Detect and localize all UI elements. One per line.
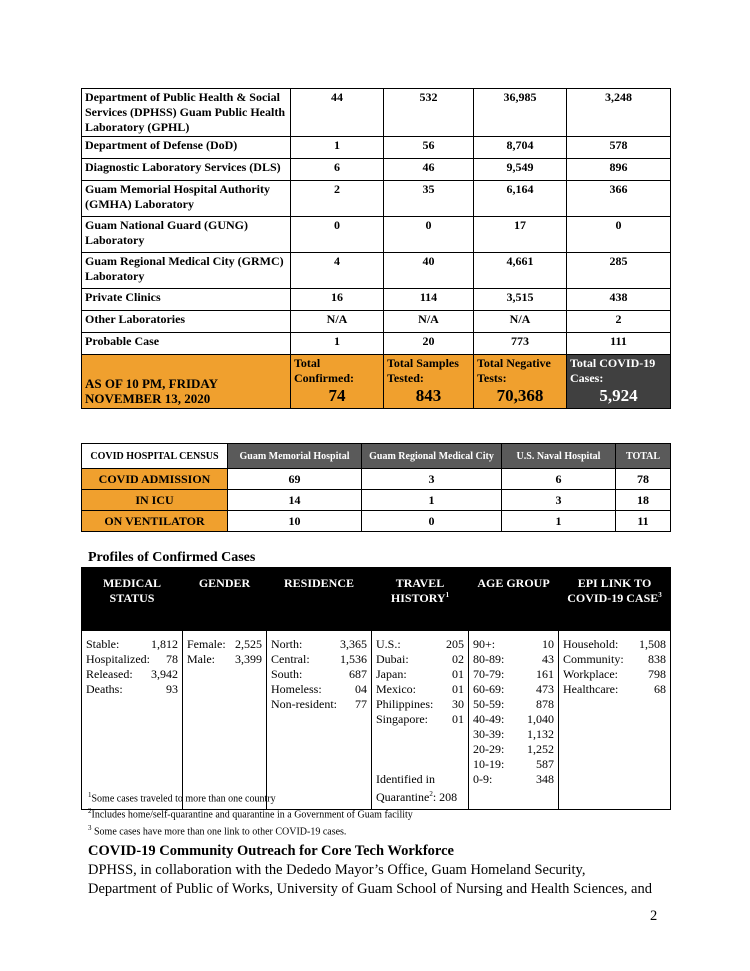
total-covid-value: 5,924 xyxy=(599,386,638,405)
profile-entry xyxy=(473,757,554,772)
profile-value: 205 xyxy=(446,637,464,651)
profile-value: 1,508 xyxy=(639,637,666,651)
profile-entry xyxy=(187,652,262,667)
lab-row xyxy=(82,253,671,289)
census-row xyxy=(82,490,671,511)
profile-key: Philippines: xyxy=(376,697,434,711)
covid-cell: 111 xyxy=(567,333,671,355)
gender-cell xyxy=(183,631,267,810)
covid-cell: 896 xyxy=(567,159,671,181)
profile-entry xyxy=(271,637,367,652)
profile-value: 1,132 xyxy=(527,727,554,741)
profile-key: North: xyxy=(271,637,303,651)
profile-key: Released: xyxy=(86,667,133,681)
census-total-cell: 11 xyxy=(616,511,671,532)
negative-cell: 8,704 xyxy=(474,137,567,159)
residence-cell xyxy=(267,631,372,810)
profile-key: Household: xyxy=(563,637,619,651)
profile-key: Male: xyxy=(187,652,215,666)
samples-cell: N/A xyxy=(384,311,474,333)
profile-entry xyxy=(563,652,666,667)
profile-entry xyxy=(376,682,464,697)
samples-cell: 56 xyxy=(384,137,474,159)
profile-value: 1,252 xyxy=(527,742,554,756)
header-age-text: AGE GROUP xyxy=(477,576,550,590)
profile-key: 0-9: xyxy=(473,772,493,786)
profile-entry xyxy=(473,637,554,652)
profile-value: 01 xyxy=(452,682,464,696)
negative-cell: 773 xyxy=(474,333,567,355)
profile-entry xyxy=(376,637,464,652)
as-of-cell xyxy=(82,355,291,409)
profile-value: 473 xyxy=(536,682,554,696)
profile-value: 78 xyxy=(166,652,178,666)
census-header-title: COVID HOSPITAL CENSUS xyxy=(82,444,228,469)
covid-cell: 3,248 xyxy=(567,89,671,137)
footnote xyxy=(88,822,413,838)
lab-row xyxy=(82,311,671,333)
profile-value: 30 xyxy=(452,697,464,711)
header-epi-sup: 3 xyxy=(658,591,662,599)
quarantine-label: Quarantine xyxy=(376,790,430,804)
epi-link-cell xyxy=(559,631,671,810)
profile-entry xyxy=(187,637,262,652)
profile-key: 80-89: xyxy=(473,652,505,666)
profile-value: 02 xyxy=(452,652,464,666)
profile-key: Deaths: xyxy=(86,682,123,696)
profile-key: Workplace: xyxy=(563,667,619,681)
profile-key: 50-59: xyxy=(473,697,505,711)
total-negative-label: Total Negative Tests: xyxy=(477,356,551,385)
footnote xyxy=(88,805,413,821)
samples-cell: 20 xyxy=(384,333,474,355)
profile-value: 43 xyxy=(542,652,554,666)
profile-value: 838 xyxy=(648,652,666,666)
confirmed-cell: 0 xyxy=(291,217,384,253)
profile-key: Non-resident: xyxy=(271,697,337,711)
as-of-line1: AS OF 10 PM, FRIDAY xyxy=(85,376,219,391)
census-header-total: TOTAL xyxy=(616,444,671,469)
profile-value: 348 xyxy=(536,772,554,786)
profile-value: 3,942 xyxy=(151,667,178,681)
lab-name-cell: Guam Regional Medical City (GRMC) Laboratory xyxy=(82,253,291,289)
confirmed-cell: 44 xyxy=(291,89,384,137)
census-gmh-cell: 14 xyxy=(228,490,362,511)
profile-value: 1,536 xyxy=(340,652,367,666)
profile-entry xyxy=(376,697,464,712)
total-negative-cell xyxy=(474,355,567,409)
medical-status-cell xyxy=(82,631,183,810)
profile-key: Mexico: xyxy=(376,682,416,696)
lab-testing-table xyxy=(81,88,671,409)
profile-entry xyxy=(563,637,666,652)
profile-entry xyxy=(271,667,367,682)
lab-summary-row xyxy=(82,355,671,409)
profile-key: Dubai: xyxy=(376,652,409,666)
profile-entry xyxy=(473,682,554,697)
total-confirmed-value: 74 xyxy=(328,386,346,405)
profiles-title: Profiles of Confirmed Cases xyxy=(88,550,256,565)
travel-history-cell xyxy=(372,631,469,810)
profile-value: 01 xyxy=(452,667,464,681)
negative-cell: 36,985 xyxy=(474,89,567,137)
profiles-table xyxy=(81,567,671,810)
profile-entry xyxy=(376,652,464,667)
outreach-line1: DPHSS, in collaboration with the Dededo Mayor’s Office, Guam Homeland Security, xyxy=(88,862,586,878)
samples-cell: 0 xyxy=(384,217,474,253)
confirmed-cell: 1 xyxy=(291,333,384,355)
confirmed-cell: 6 xyxy=(291,159,384,181)
quarantine-line1: Identified in xyxy=(376,772,435,786)
profile-entry xyxy=(473,652,554,667)
header-gender xyxy=(183,568,267,631)
census-header-row xyxy=(82,444,671,469)
profile-key: Stable: xyxy=(86,637,120,651)
profile-key: Healthcare: xyxy=(563,682,619,696)
profile-value: 587 xyxy=(536,757,554,771)
census-usnh-cell: 1 xyxy=(502,511,616,532)
hospital-census-table xyxy=(81,443,671,532)
profile-entry xyxy=(271,682,367,697)
lab-row xyxy=(82,89,671,137)
total-negative-value: 70,368 xyxy=(496,386,544,405)
covid-cell: 366 xyxy=(567,181,671,217)
lab-row xyxy=(82,289,671,311)
lab-name-cell: Guam National Guard (GUNG) Laboratory xyxy=(82,217,291,253)
footnote-sup: 2 xyxy=(88,807,92,816)
profile-key: Japan: xyxy=(376,667,407,681)
lab-name-cell: Private Clinics xyxy=(82,289,291,311)
header-medical-status xyxy=(82,568,183,631)
header-residence-text: RESIDENCE xyxy=(283,576,355,590)
lab-row xyxy=(82,181,671,217)
footnote-sup: 1 xyxy=(88,791,92,799)
profile-key: 60-69: xyxy=(473,682,505,696)
age-group-cell xyxy=(469,631,559,810)
profile-key: 70-79: xyxy=(473,667,505,681)
census-grmc-cell: 0 xyxy=(362,511,502,532)
profile-key: 40-49: xyxy=(473,712,505,726)
samples-cell: 114 xyxy=(384,289,474,311)
header-travel-sup: 1 xyxy=(445,591,450,599)
lab-name-cell: Department of Public Health & Social Services (DPHSS) Guam Public Health Laboratory (GPHL) xyxy=(82,89,291,137)
census-grmc-cell: 3 xyxy=(362,469,502,490)
profile-key: Singapore: xyxy=(376,712,428,726)
census-grmc-cell: 1 xyxy=(362,490,502,511)
samples-cell: 532 xyxy=(384,89,474,137)
outreach-title: COVID-19 Community Outreach for Core Tech Workforce xyxy=(88,843,454,859)
quarantine-value: : 208 xyxy=(432,790,458,804)
footnote-text: Some cases traveled to more than one country xyxy=(91,793,276,805)
profile-key: 10-19: xyxy=(473,757,505,771)
census-header-grmc: Guam Regional Medical City xyxy=(362,444,502,469)
samples-cell: 40 xyxy=(384,253,474,289)
census-total-cell: 18 xyxy=(616,490,671,511)
profile-value: 1,812 xyxy=(151,637,178,651)
covid-cell: 2 xyxy=(567,311,671,333)
profile-key: Female: xyxy=(187,637,226,651)
profile-entry xyxy=(376,667,464,682)
profile-value: 10 xyxy=(542,637,554,651)
profile-value: 1,040 xyxy=(527,712,554,726)
header-gender-text: GENDER xyxy=(198,576,251,590)
lab-name-cell: Department of Defense (DoD) xyxy=(82,137,291,159)
confirmed-cell: 4 xyxy=(291,253,384,289)
negative-cell: 17 xyxy=(474,217,567,253)
lab-name-cell: Diagnostic Laboratory Services (DLS) xyxy=(82,159,291,181)
profile-entry xyxy=(563,682,666,697)
total-samples-cell xyxy=(384,355,474,409)
confirmed-cell: 16 xyxy=(291,289,384,311)
census-gmh-cell: 10 xyxy=(228,511,362,532)
profile-entry xyxy=(271,652,367,667)
profile-key: South: xyxy=(271,667,303,681)
covid-cell: 285 xyxy=(567,253,671,289)
lab-name-cell: Guam Memorial Hospital Authority (GMHA) Laboratory xyxy=(82,181,291,217)
covid-cell: 438 xyxy=(567,289,671,311)
negative-cell: 9,549 xyxy=(474,159,567,181)
footnote xyxy=(88,789,413,805)
header-travel-text: TRAVEL HISTORY xyxy=(390,576,446,605)
covid-cell: 0 xyxy=(567,217,671,253)
profile-key: Community: xyxy=(563,652,624,666)
header-residence xyxy=(267,568,372,631)
quarantine-sup: 2 xyxy=(429,790,433,798)
footnotes xyxy=(88,789,413,838)
profile-entry xyxy=(473,742,554,757)
negative-cell: 6,164 xyxy=(474,181,567,217)
samples-cell: 35 xyxy=(384,181,474,217)
header-epi-link xyxy=(559,568,671,631)
header-travel-history xyxy=(372,568,469,631)
census-row-label: ON VENTILATOR xyxy=(82,511,228,532)
confirmed-cell: 1 xyxy=(291,137,384,159)
total-confirmed-label: Total Confirmed: xyxy=(294,356,354,385)
profile-key: U.S.: xyxy=(376,637,401,651)
profile-value: 04 xyxy=(355,682,367,696)
footnote-sup: 3 xyxy=(88,823,92,832)
total-samples-value: 843 xyxy=(415,386,442,405)
header-epi-text: EPI LINK TO COVID-19 CASE xyxy=(567,576,659,605)
total-covid-label: Total COVID-19 Cases: xyxy=(570,356,656,385)
profile-entry xyxy=(86,667,178,682)
profile-entry xyxy=(473,697,554,712)
profile-value: 93 xyxy=(166,682,178,696)
profile-key: Hospitalized: xyxy=(86,652,150,666)
census-header-usnh: U.S. Naval Hospital xyxy=(502,444,616,469)
lab-row xyxy=(82,333,671,355)
census-usnh-cell: 6 xyxy=(502,469,616,490)
profile-value: 161 xyxy=(536,667,554,681)
census-gmh-cell: 69 xyxy=(228,469,362,490)
profile-entry xyxy=(473,727,554,742)
profile-value: 01 xyxy=(452,712,464,726)
profiles-body-row xyxy=(82,631,671,810)
profile-key: 20-29: xyxy=(473,742,505,756)
profile-value: 77 xyxy=(355,697,367,711)
profile-value: 3,399 xyxy=(235,652,262,666)
footnote-text: Includes home/self-quarantine and quarantine in a Government of Guam facility xyxy=(91,809,413,821)
profile-entry xyxy=(473,712,554,727)
profile-entry xyxy=(86,682,178,697)
census-row-label: IN ICU xyxy=(82,490,228,511)
total-confirmed-cell xyxy=(291,355,384,409)
profile-key: 90+: xyxy=(473,637,496,651)
lab-name-cell: Other Laboratories xyxy=(82,311,291,333)
profile-value: 878 xyxy=(536,697,554,711)
profiles-header-row xyxy=(82,568,671,631)
profile-entry xyxy=(473,667,554,682)
profile-entry xyxy=(473,772,554,787)
profile-key: Central: xyxy=(271,652,310,666)
census-header-gmh: Guam Memorial Hospital xyxy=(228,444,362,469)
samples-cell: 46 xyxy=(384,159,474,181)
as-of-line2: NOVEMBER 13, 2020 xyxy=(85,391,211,406)
lab-row xyxy=(82,159,671,181)
lab-name-cell: Probable Case xyxy=(82,333,291,355)
census-total-cell: 78 xyxy=(616,469,671,490)
profile-key: 30-39: xyxy=(473,727,505,741)
census-row xyxy=(82,469,671,490)
profile-value: 687 xyxy=(349,667,367,681)
header-age-group xyxy=(469,568,559,631)
total-samples-label: Total Samples Tested: xyxy=(387,356,459,385)
profile-entry xyxy=(86,637,178,652)
lab-row xyxy=(82,217,671,253)
profile-entry xyxy=(563,667,666,682)
profile-entry xyxy=(271,697,367,712)
census-row xyxy=(82,511,671,532)
lab-row xyxy=(82,137,671,159)
census-row-label: COVID ADMISSION xyxy=(82,469,228,490)
confirmed-cell: N/A xyxy=(291,311,384,333)
profile-key: Homeless: xyxy=(271,682,322,696)
header-medical-text: MEDICAL STATUS xyxy=(102,576,161,605)
profile-entry xyxy=(86,652,178,667)
negative-cell: 3,515 xyxy=(474,289,567,311)
negative-cell: 4,661 xyxy=(474,253,567,289)
census-usnh-cell: 3 xyxy=(502,490,616,511)
negative-cell: N/A xyxy=(474,311,567,333)
page-number: 2 xyxy=(650,908,658,924)
profile-entry xyxy=(376,712,464,727)
profile-value: 2,525 xyxy=(235,637,262,651)
profile-value: 798 xyxy=(648,667,666,681)
covid-cell: 578 xyxy=(567,137,671,159)
profile-value: 3,365 xyxy=(340,637,367,651)
footnote-text: Some cases have more than one link to other COVID-19 cases. xyxy=(91,825,347,837)
profile-value: 68 xyxy=(654,682,666,696)
confirmed-cell: 2 xyxy=(291,181,384,217)
total-covid-cell xyxy=(567,355,671,409)
outreach-line2: Department of Public of Works, University of Guam School of Nursing and Health Sciences, and xyxy=(88,881,652,897)
